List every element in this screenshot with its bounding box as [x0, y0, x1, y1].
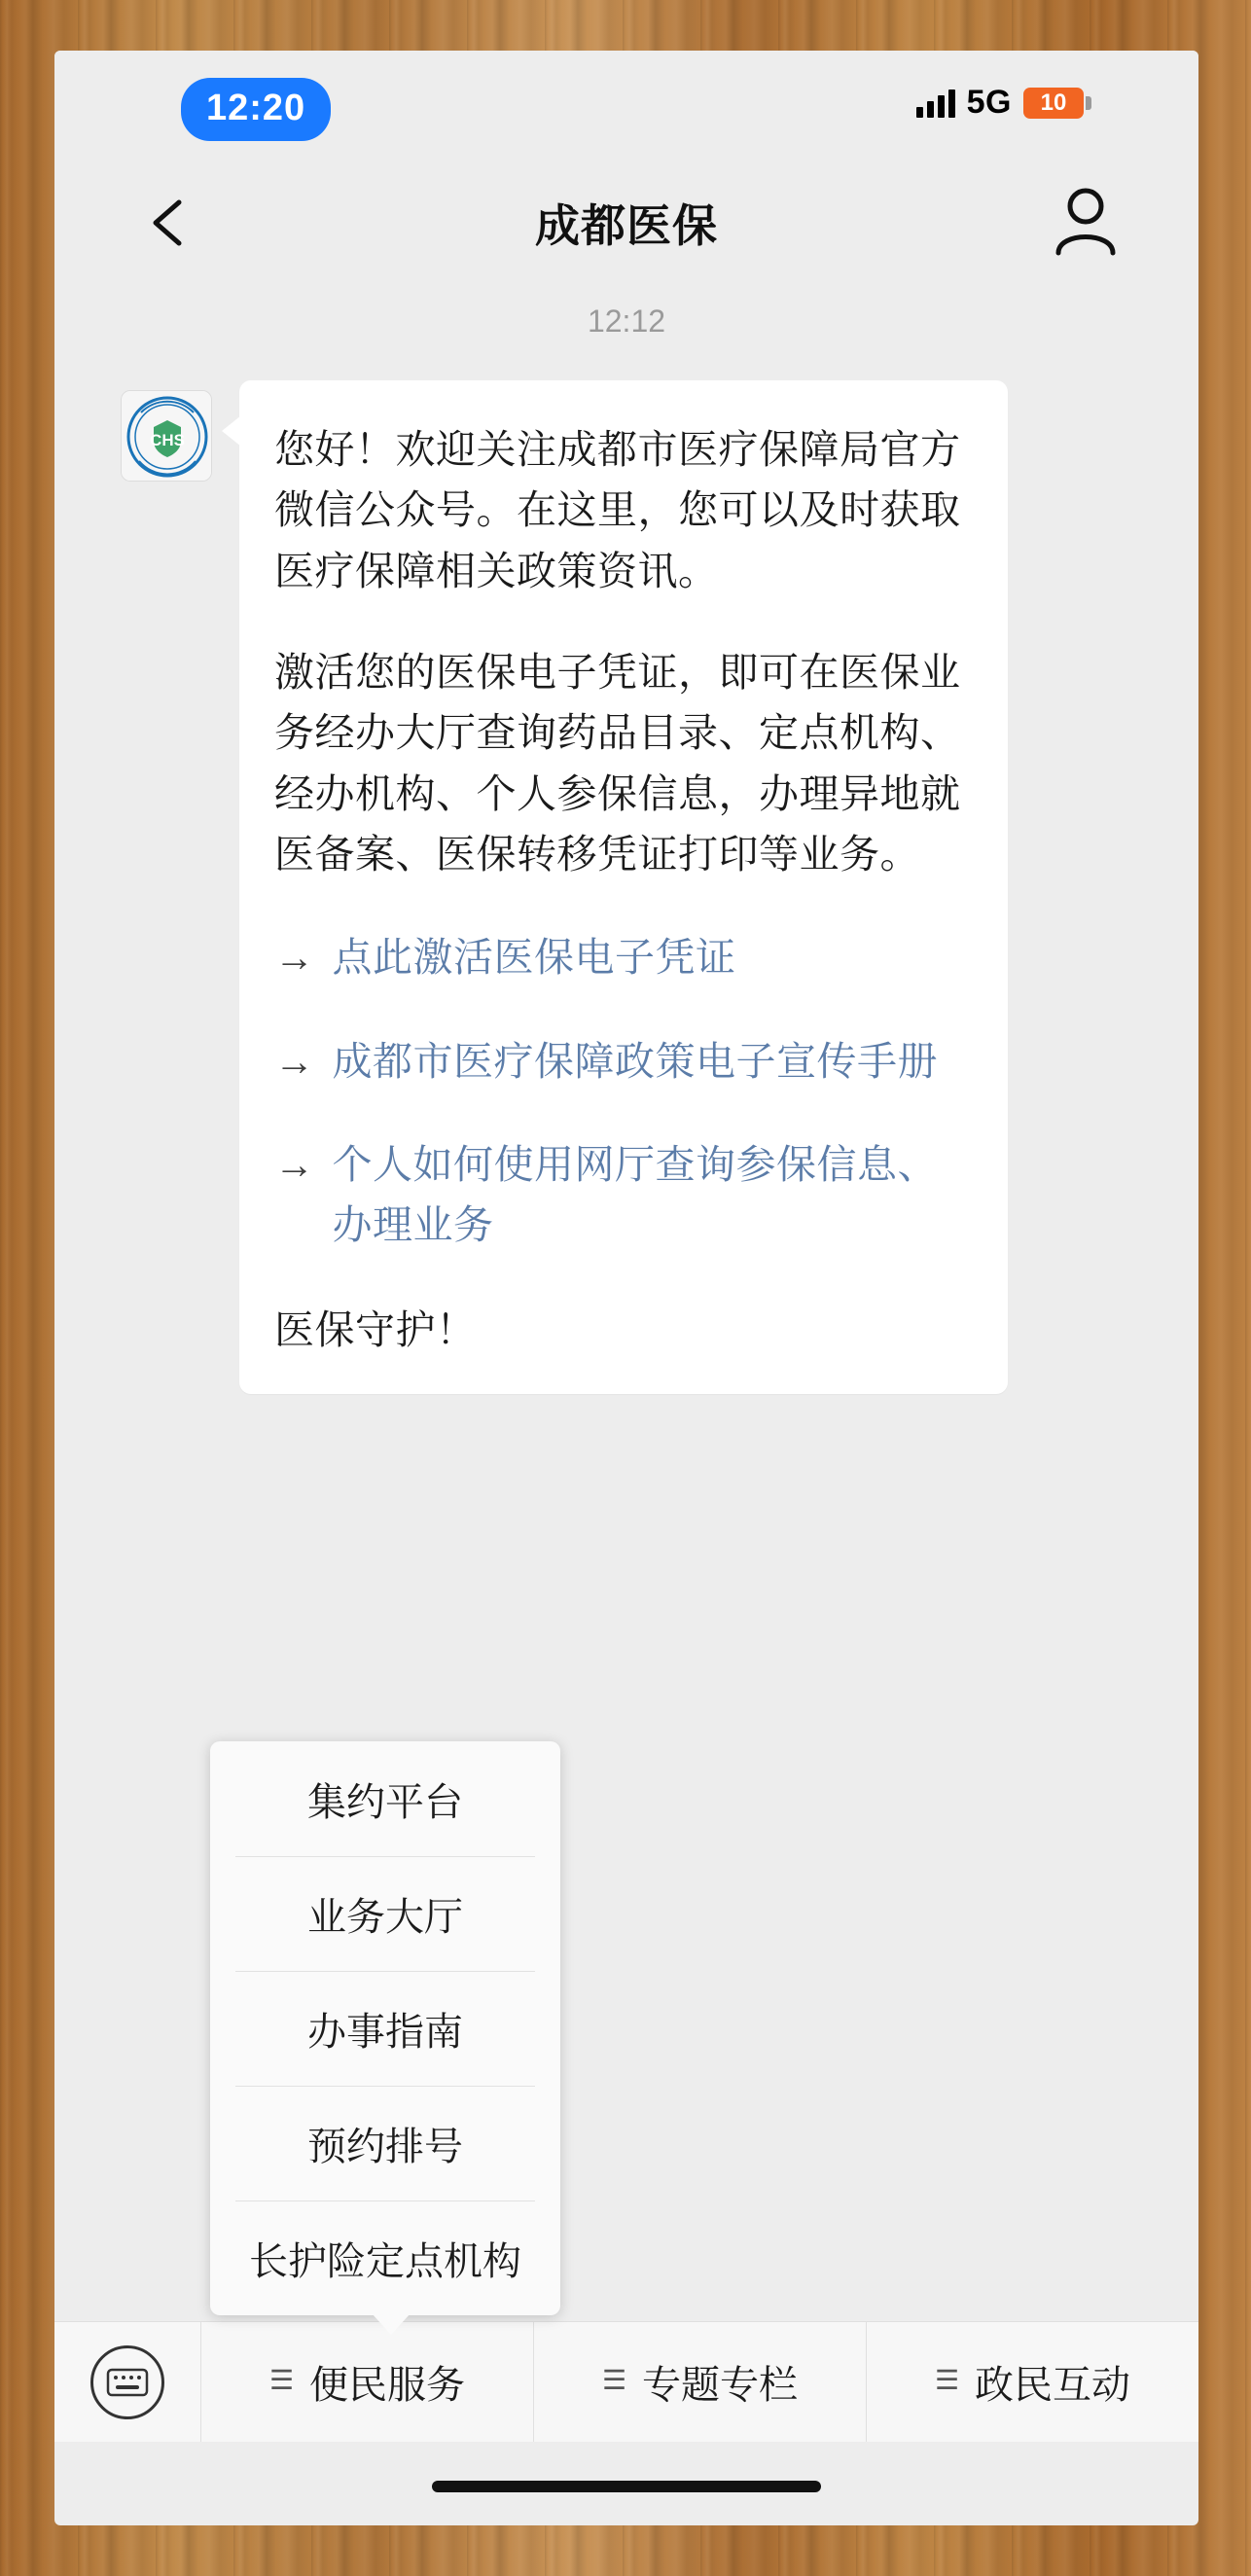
message-link-1[interactable] — [274, 927, 975, 987]
message-link-2-label[interactable]: 成都市医疗保障政策电子宣传手册 — [332, 1038, 938, 1084]
tab-citizen-interaction-label: 政民互动 — [975, 2364, 1131, 2407]
signal-strength-icon — [916, 89, 955, 118]
popup-menu-item-3[interactable]: 办事指南 — [210, 1971, 560, 2086]
tab-convenience-services[interactable] — [200, 2322, 533, 2442]
message-link-1-label[interactable]: 点此激活医保电子凭证 — [332, 935, 736, 981]
message-link-3[interactable] — [274, 1134, 975, 1256]
message-closing-text: 医保守护！ — [274, 1307, 477, 1353]
message-link-3-label[interactable]: 个人如何使用网厅查询参保信息、办理业务 — [332, 1141, 938, 1248]
tab-popup-menu — [210, 1741, 560, 2315]
tab-special-columns[interactable] — [533, 2322, 866, 2442]
message-row — [54, 380, 1198, 1394]
arrow-right-icon: → — [274, 1141, 315, 1187]
avatar[interactable] — [121, 390, 212, 482]
status-time: 12:20 — [181, 78, 331, 141]
arrow-right-icon: → — [274, 935, 315, 981]
keyboard-toggle-button[interactable] — [54, 2322, 200, 2442]
person-icon — [1051, 185, 1121, 261]
message-bubble — [239, 380, 1008, 1394]
chat-area — [54, 282, 1198, 2283]
battery-level-label: 10 — [1040, 89, 1067, 116]
battery-icon — [1023, 88, 1084, 119]
menu-list-icon: ☰ — [934, 2364, 960, 2395]
status-bar — [54, 51, 1198, 165]
page-title: 成都医保 — [535, 200, 718, 251]
keyboard-icon — [90, 2345, 164, 2419]
phone-screen — [54, 51, 1198, 2525]
bottom-tab-bar — [54, 2321, 1198, 2442]
svg-text:CHS: CHS — [150, 431, 185, 449]
home-indicator[interactable] — [432, 2481, 821, 2492]
popup-menu-item-1[interactable]: 集约平台 — [307, 1780, 463, 1824]
message-timestamp: 12:12 — [587, 304, 666, 339]
arrow-right-icon: → — [274, 1038, 315, 1084]
tab-convenience-services-label: 便民服务 — [309, 2364, 466, 2407]
medical-insurance-logo-icon — [122, 391, 212, 482]
network-type-label: 5G — [966, 84, 1012, 121]
message-paragraph-1: 您好！欢迎关注成都市医疗保障局官方微信公众号。在这里，您可以及时获取医疗保障相关政策资讯。 — [274, 427, 961, 593]
message-paragraph-2: 激活您的医保电子凭证，即可在医保业务经办大厅查询药品目录、定点机构、经办机构、个人参保信息，办理异地就医备案、医保转移凭证打印等业务。 — [274, 649, 961, 877]
popup-menu-item-2[interactable]: 业务大厅 — [210, 1856, 560, 1971]
popup-menu-item-5[interactable]: 长护险定点机构 — [210, 2200, 560, 2315]
keyboard-glyph-icon — [106, 2367, 149, 2398]
menu-list-icon: ☰ — [601, 2364, 627, 2395]
tab-citizen-interaction[interactable] — [866, 2322, 1198, 2442]
message-link-2[interactable] — [274, 1031, 975, 1091]
menu-list-icon: ☰ — [268, 2364, 295, 2395]
tab-special-columns-label: 专题专栏 — [642, 2364, 799, 2407]
profile-button[interactable] — [1051, 185, 1121, 261]
navigation-bar — [54, 165, 1198, 282]
status-indicators — [916, 84, 1084, 122]
popup-menu-item-4[interactable]: 预约排号 — [210, 2086, 560, 2200]
